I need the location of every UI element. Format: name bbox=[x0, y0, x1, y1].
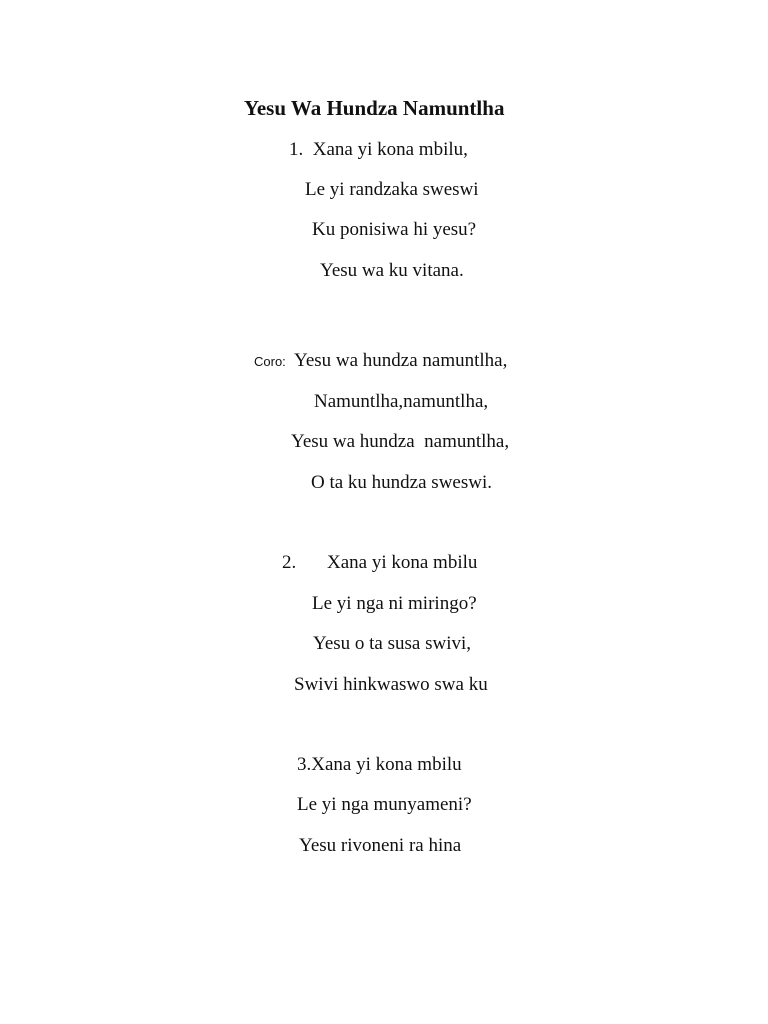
verse2-line-3: Yesu o ta susa swivi, bbox=[313, 633, 472, 654]
verse1-line-2: Le yi randzaka sweswi bbox=[305, 179, 479, 200]
verse2-line-4: Swivi hinkwaswo swa ku bbox=[294, 674, 488, 695]
verse1-line-4: Yesu wa ku vitana. bbox=[320, 260, 464, 281]
chorus-line-3: Yesu wa hundza namuntlha, bbox=[291, 431, 510, 452]
verse3-line-1: 3.Xana yi kona mbilu bbox=[297, 754, 462, 775]
verse2-number: 2. bbox=[282, 552, 297, 573]
verse3-line-3: Yesu rivoneni ra hina bbox=[299, 835, 462, 856]
chorus-label: Coro: bbox=[254, 354, 286, 369]
verse1-line-3: Ku ponisiwa hi yesu? bbox=[312, 219, 477, 240]
song-title: Yesu Wa Hundza Namuntlha bbox=[244, 96, 505, 120]
verse2-line-2: Le yi nga ni miringo? bbox=[312, 593, 477, 614]
chorus-line-4: O ta ku hundza sweswi. bbox=[311, 472, 492, 493]
verse2-line-1: Xana yi kona mbilu bbox=[327, 552, 478, 573]
chorus-line-1: Yesu wa hundza namuntlha, bbox=[294, 350, 508, 371]
verse3-line-2: Le yi nga munyameni? bbox=[297, 794, 472, 815]
chorus-line-2: Namuntlha,namuntlha, bbox=[314, 391, 489, 412]
verse1-line-1: 1. Xana yi kona mbilu, bbox=[289, 139, 468, 160]
